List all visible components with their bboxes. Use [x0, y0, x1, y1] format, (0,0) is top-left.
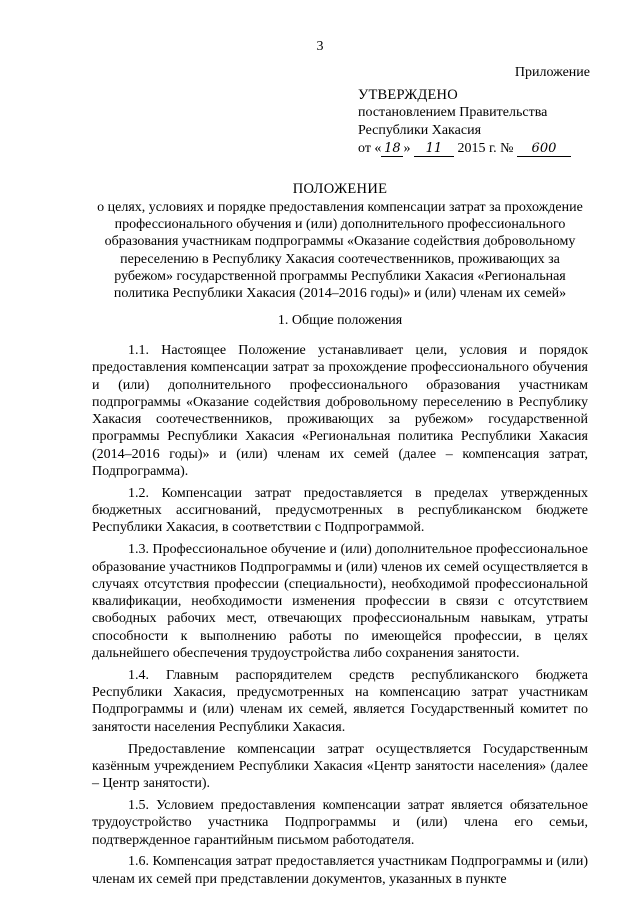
section-heading: 1. Общие положения	[277, 313, 403, 328]
approval-date-line	[358, 140, 598, 158]
approved-label: УТВЕРЖДЕНО	[358, 87, 458, 103]
appendix-label: Приложение	[514, 65, 590, 80]
paragraph-1-3: 1.3. Профессиональное обучение и (или) дополнительное профессиональное образование участников Подпрограммы и (или) членов их семей осуществляется в случаях отсутствия профессии (специальности), необходимой профессиональной квалификации, необходимости изменения профессии в связи с отсутствием свободных рабочих мест, отвечающих профессиональным навыкам, утраты способности к выполнению работы по имеющейся профессии, в целях дальнейшего обеспечения трудоустройства либо сохранения занятости.	[92, 542, 588, 662]
date-mid: »	[403, 141, 411, 156]
document-title: ПОЛОЖЕНИЕ	[292, 181, 388, 197]
document-subtitle: о целях, условиях и порядке предоставления компенсации затрат за прохождение профессионального обучения и (или) дополнительного профессионального образования участникам подпрограммы «Оказание содействия добровольному переселению в Республику Хакасия соотечественников, проживающих за рубежом» государственной программы Республики Хакасия «Региональная политика Республики Хакасия (2014–2016 годы)» и (или) членам их семей»	[97, 200, 583, 302]
page-number: 3	[316, 39, 324, 54]
paragraph-1-4: 1.4. Главным распорядителем средств республиканского бюджета Республики Хакасия, предусмотренных на компенсацию затрат участникам Подпрограммы и (или) членам их семей, является Государственный комитет по занятости населения Республики Хакасия.	[92, 667, 588, 735]
paragraph-1-1: 1.1. Настоящее Положение устанавливает цели, условия и порядок предоставления компенсации затрат за прохождение профессионального обучения и (или) дополнительного профессионального образования участникам подпрограммы «Оказание содействия добровольному переселению в Республику Хакасия соотечественников, проживающих за рубежом» государственной программы Республики Хакасия «Региональная политика Республики Хакасия (2014–2016 годы)» и (или) членам их семей (далее – компенсация затрат, Подпрограмма).	[92, 343, 588, 480]
paragraph-1-2: 1.2. Компенсации затрат предоставляется в пределах утвержденных бюджетных ассигнований, предусмотренных в республиканском бюджете Республики Хакасия, в соответствии с Подпрограммой.	[92, 485, 588, 536]
year-text: 2015 г. №	[457, 141, 514, 156]
approval-block	[358, 86, 598, 158]
handwritten-day: 18	[381, 142, 403, 157]
approval-line-1: постановлением Правительства	[358, 105, 548, 120]
date-prefix: от «	[358, 141, 382, 156]
approval-line-2: Республики Хакасия	[358, 123, 482, 138]
handwritten-month: 11	[414, 142, 454, 157]
handwritten-number: 600	[517, 142, 571, 157]
paragraph-1-4-continued: Предоставление компенсации затрат осуществляется Государственным казённым учреждением Республики Хакасия «Центр занятости населения» (далее – Центр занятости).	[92, 741, 588, 792]
section-body	[92, 342, 588, 888]
paragraph-1-6: 1.6. Компенсация затрат предоставляется участникам Подпрограммы и (или) членам их семей при представлении документов, указанных в пункте	[92, 854, 588, 887]
paragraph-1-5: 1.5. Условием предоставления компенсации затрат является обязательное трудоустройство участника Подпрограммы и (или) члена его семьи, подтвержденное гарантийным письмом работодателя.	[92, 797, 588, 848]
